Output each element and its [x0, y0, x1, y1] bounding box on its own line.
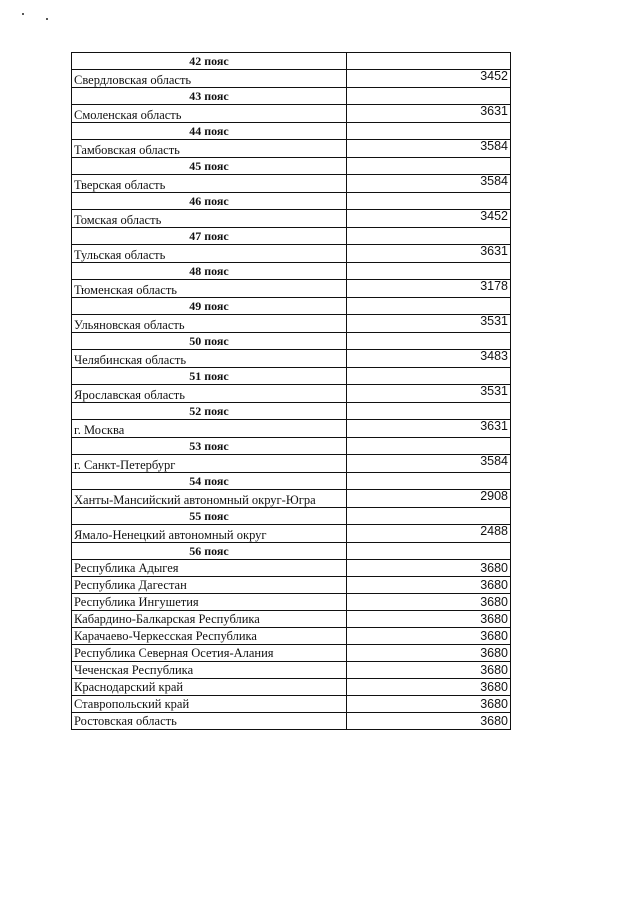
region-row	[72, 679, 511, 696]
zone-title: 48 пояс	[72, 263, 347, 280]
zone-empty-cell	[347, 403, 511, 420]
region-name: Карачаево-Черкесская Республика	[72, 628, 347, 645]
region-value: 3680	[347, 662, 511, 679]
region-value: 3452	[347, 70, 511, 88]
region-row	[72, 70, 511, 88]
region-value: 3680	[347, 611, 511, 628]
region-row	[72, 105, 511, 123]
region-value: 3531	[347, 385, 511, 403]
region-name: Республика Ингушетия	[72, 594, 347, 611]
zone-empty-cell	[347, 508, 511, 525]
zone-empty-cell	[347, 543, 511, 560]
zone-table	[71, 52, 511, 730]
zone-header-row	[72, 298, 511, 315]
scan-speck	[22, 13, 24, 15]
scan-speck	[46, 18, 48, 20]
region-row	[72, 645, 511, 662]
zone-title: 52 пояс	[72, 403, 347, 420]
region-value: 3631	[347, 420, 511, 438]
region-value: 3631	[347, 245, 511, 263]
region-row	[72, 662, 511, 679]
zone-empty-cell	[347, 298, 511, 315]
zone-empty-cell	[347, 123, 511, 140]
zone-header-row	[72, 543, 511, 560]
region-name: Ярославская область	[72, 385, 347, 403]
region-row	[72, 611, 511, 628]
region-value: 2488	[347, 525, 511, 543]
zone-header-row	[72, 228, 511, 245]
region-name: Ямало-Ненецкий автономный округ	[72, 525, 347, 543]
region-value: 3680	[347, 645, 511, 662]
region-name: Тульская область	[72, 245, 347, 263]
region-row	[72, 713, 511, 730]
region-name: Тамбовская область	[72, 140, 347, 158]
region-name: г. Москва	[72, 420, 347, 438]
region-name: Республика Дагестан	[72, 577, 347, 594]
region-name: Краснодарский край	[72, 679, 347, 696]
region-value: 3483	[347, 350, 511, 368]
region-name: Челябинская область	[72, 350, 347, 368]
region-name: Кабардино-Балкарская Республика	[72, 611, 347, 628]
region-row	[72, 560, 511, 577]
zone-empty-cell	[347, 158, 511, 175]
zone-header-row	[72, 158, 511, 175]
zone-header-row	[72, 403, 511, 420]
region-row	[72, 455, 511, 473]
region-name: Чеченская Республика	[72, 662, 347, 679]
zone-title: 53 пояс	[72, 438, 347, 455]
zone-title: 47 пояс	[72, 228, 347, 245]
region-row	[72, 385, 511, 403]
region-row	[72, 420, 511, 438]
zone-table-body	[72, 53, 511, 730]
region-row	[72, 350, 511, 368]
zone-empty-cell	[347, 263, 511, 280]
zone-title: 50 пояс	[72, 333, 347, 350]
zone-empty-cell	[347, 473, 511, 490]
region-name: Ульяновская область	[72, 315, 347, 333]
zone-title: 45 пояс	[72, 158, 347, 175]
zone-header-row	[72, 368, 511, 385]
region-row	[72, 210, 511, 228]
zone-empty-cell	[347, 88, 511, 105]
zone-title: 44 пояс	[72, 123, 347, 140]
zone-empty-cell	[347, 368, 511, 385]
region-value: 3584	[347, 175, 511, 193]
region-value: 3631	[347, 105, 511, 123]
region-row	[72, 594, 511, 611]
zone-empty-cell	[347, 53, 511, 70]
zone-empty-cell	[347, 438, 511, 455]
zone-title: 56 пояс	[72, 543, 347, 560]
region-name: Ставропольский край	[72, 696, 347, 713]
region-value: 2908	[347, 490, 511, 508]
region-row	[72, 525, 511, 543]
region-name: г. Санкт-Петербург	[72, 455, 347, 473]
region-row	[72, 175, 511, 193]
region-value: 3680	[347, 560, 511, 577]
region-value: 3680	[347, 577, 511, 594]
region-row	[72, 490, 511, 508]
region-row	[72, 245, 511, 263]
region-row	[72, 315, 511, 333]
zone-title: 46 пояс	[72, 193, 347, 210]
zone-title: 55 пояс	[72, 508, 347, 525]
zone-title: 43 пояс	[72, 88, 347, 105]
zone-empty-cell	[347, 193, 511, 210]
region-row	[72, 280, 511, 298]
region-name: Республика Адыгея	[72, 560, 347, 577]
zone-header-row	[72, 438, 511, 455]
region-value: 3680	[347, 679, 511, 696]
zone-title: 54 пояс	[72, 473, 347, 490]
region-value: 3680	[347, 628, 511, 645]
zone-title: 42 пояс	[72, 53, 347, 70]
zone-header-row	[72, 473, 511, 490]
region-value: 3680	[347, 594, 511, 611]
zone-title: 51 пояс	[72, 368, 347, 385]
region-value: 3178	[347, 280, 511, 298]
zone-header-row	[72, 263, 511, 280]
zone-header-row	[72, 193, 511, 210]
region-value: 3584	[347, 140, 511, 158]
zone-title: 49 пояс	[72, 298, 347, 315]
region-row	[72, 628, 511, 645]
region-value: 3584	[347, 455, 511, 473]
region-name: Свердловская область	[72, 70, 347, 88]
region-name: Республика Северная Осетия-Алания	[72, 645, 347, 662]
zone-empty-cell	[347, 228, 511, 245]
region-name: Ханты-Мансийский автономный округ-Югра	[72, 490, 347, 508]
region-value: 3452	[347, 210, 511, 228]
region-name: Тверская область	[72, 175, 347, 193]
region-row	[72, 696, 511, 713]
zone-header-row	[72, 333, 511, 350]
region-name: Томская область	[72, 210, 347, 228]
zone-header-row	[72, 508, 511, 525]
region-row	[72, 577, 511, 594]
region-row	[72, 140, 511, 158]
region-name: Смоленская область	[72, 105, 347, 123]
region-value: 3680	[347, 713, 511, 730]
region-name: Ростовская область	[72, 713, 347, 730]
zone-empty-cell	[347, 333, 511, 350]
zone-header-row	[72, 53, 511, 70]
zone-header-row	[72, 123, 511, 140]
region-value: 3531	[347, 315, 511, 333]
zone-header-row	[72, 88, 511, 105]
region-name: Тюменская область	[72, 280, 347, 298]
region-value: 3680	[347, 696, 511, 713]
